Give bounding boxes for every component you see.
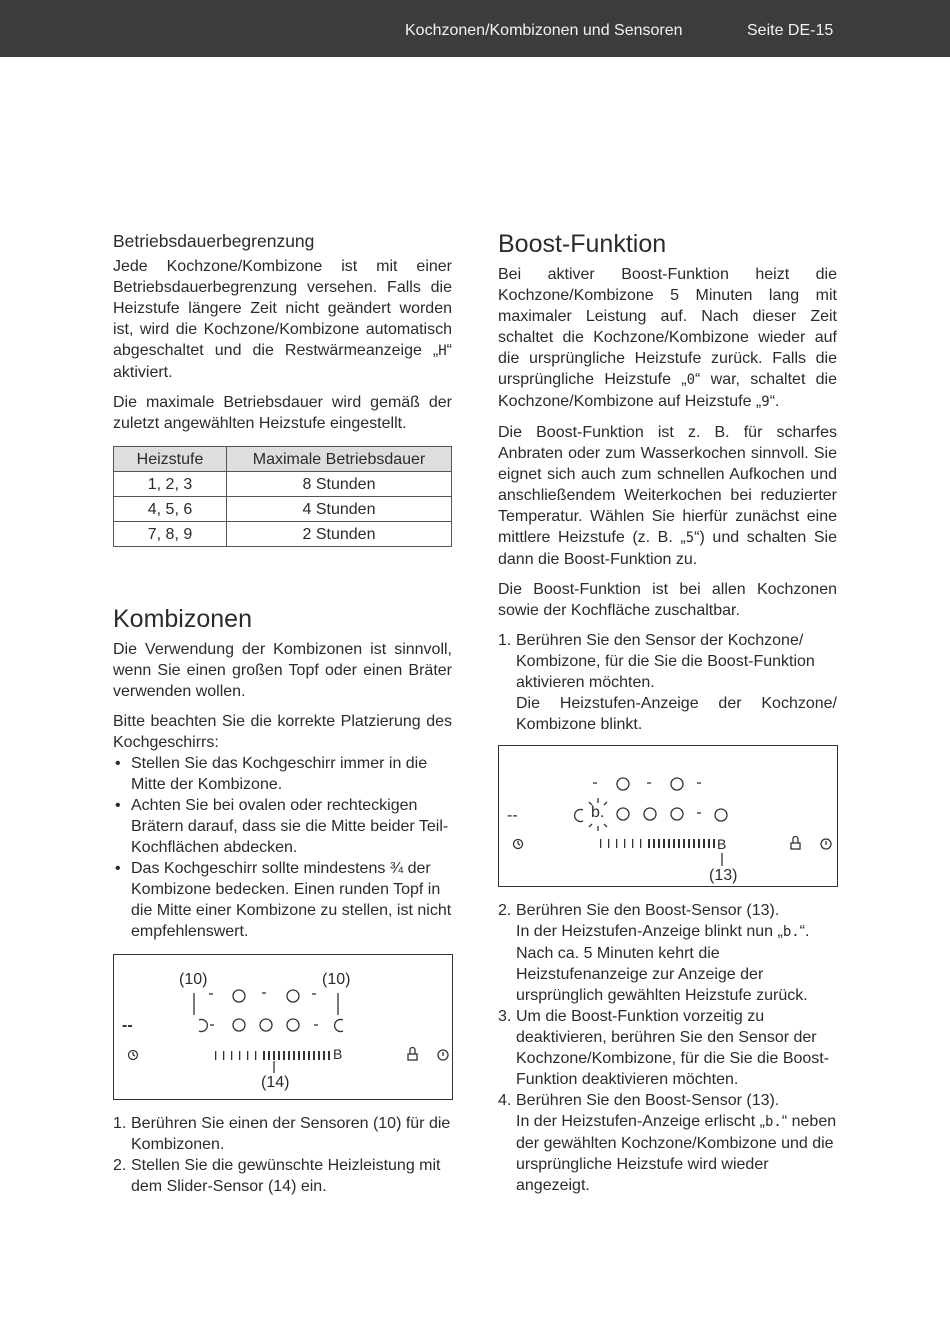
list-item <box>498 900 837 1006</box>
slider-tick <box>283 1051 285 1060</box>
step-number: 2. <box>498 902 512 919</box>
header-title: Kochzonen/Kombizonen und Sensoren <box>405 22 683 39</box>
table-row <box>114 472 452 497</box>
duration-table <box>113 446 452 547</box>
slider-tick <box>708 839 710 848</box>
slider-tick <box>658 839 660 848</box>
display-symbol: H <box>438 343 447 359</box>
table-cell: 1, 2, 3 <box>114 472 227 497</box>
step-result <box>516 921 837 1006</box>
paragraph <box>498 264 837 413</box>
slider-tick <box>323 1051 325 1060</box>
slider-tick <box>247 1051 248 1060</box>
slider-tick <box>653 839 655 848</box>
slider-tick <box>648 839 650 848</box>
callout-label-10-right: (10) <box>322 971 351 988</box>
table-row <box>114 522 452 547</box>
text: Jede Kochzone/Kombizone ist mit einer Betriebsdauerbegrenzung versehen. Falls die Heizstufe längere Zeit nicht geändert worden ist, wird die Kochzone/Kombizone automatisch abgeschaltet und die Restwärmeanzeige „ <box>113 258 452 359</box>
slider-tick <box>223 1051 224 1060</box>
paragraph: Die Boost-Funktion ist bei allen Kochzonen sowie der Kochfläche zuschaltbar. <box>498 581 837 619</box>
numbered-list <box>498 630 837 735</box>
list-item <box>113 1155 452 1197</box>
boost-display: b. <box>591 804 605 821</box>
table-cell: 4, 5, 6 <box>114 497 227 522</box>
display-symbol: 5 <box>685 530 695 546</box>
column-header: Heizstufe <box>114 447 227 472</box>
step-result: Die Heizstufen-Anzeige der Kochzone/ Kombizone blinkt. <box>516 695 837 733</box>
text: “) und schalten Sie dann die Boost-Funktion zu. <box>498 529 838 568</box>
step-text: Um die Boost-Funktion vorzeitig zu deaktivieren, berühren Sie den Sensor der Kochzone/Kombizone, für die Sie die Boost-Funktion deaktivieren möchten. <box>516 1008 830 1088</box>
display-symbol: b. <box>782 924 800 940</box>
paragraph: Die maximale Betriebsdauer wird gemäß der zuletzt angewählten Heizstufe eingestellt. <box>113 394 452 432</box>
step-text: Berühren Sie den Sensor der Kochzone/ Kombizone, für die Sie die Boost-Funktion aktivieren möchten. <box>516 632 815 691</box>
slider-tick <box>278 1051 280 1060</box>
display-symbol: b. <box>765 1114 782 1130</box>
display-symbol: 9 <box>761 394 770 410</box>
slider-tick <box>683 839 685 848</box>
boost-symbol: B <box>717 836 727 852</box>
section-heading-kombizonen: Kombizonen <box>113 605 252 633</box>
text: In der Heizstufen-Anzeige erlischt „ <box>516 1113 765 1130</box>
list-item <box>113 1113 452 1155</box>
numbered-list <box>113 1113 452 1197</box>
text: “ neben der gewählten Kochzone/Kombizone und die ursprüngliche Heizstufe wird wieder angezeigt. <box>516 1113 837 1194</box>
list-item: • Stellen Sie das Kochgeschirr immer in die Mitte der Kombizone. <box>113 753 452 795</box>
step-text: Berühren Sie einen der Sensoren (10) für die Kombizonen. <box>131 1115 451 1153</box>
paragraph <box>498 422 837 570</box>
step-text: Berühren Sie den Boost-Sensor (13). <box>516 902 780 919</box>
text: “ aktiviert. <box>113 342 452 381</box>
slider-tick <box>313 1051 315 1060</box>
slider-tick <box>600 839 601 848</box>
right-steps <box>498 900 837 1196</box>
slider-tick <box>328 1051 330 1060</box>
list-item <box>498 630 837 735</box>
slider-tick <box>318 1051 320 1060</box>
bullet-list <box>113 753 452 942</box>
slider-tick <box>288 1051 290 1060</box>
slider-tick <box>608 839 609 848</box>
text: “. Nach ca. 5 Minuten kehrt die Heizstufenanzeige zur Anzeige der ursprünglich gewählten Heizstufe zurück. <box>516 923 810 1004</box>
control-panel-diagram-kombi <box>113 954 453 1100</box>
list-item: • Das Kochgeschirr sollte mindestens ¾ der Kombizone bedecken. Einen runden Topf in die Mitte einer Kombizone zu stellen, ist nicht empfehlenswert. <box>113 858 452 942</box>
step-number: 1. <box>113 1115 127 1132</box>
step-number: 4. <box>498 1092 512 1109</box>
page-number: Seite DE-15 <box>747 22 834 39</box>
slider-tick <box>663 839 665 848</box>
step-number: 2. <box>113 1157 127 1174</box>
slider-tick <box>308 1051 310 1060</box>
slider-tick <box>263 1051 265 1060</box>
slider-tick <box>632 839 633 848</box>
callout-label-14: (14) <box>261 1074 290 1091</box>
paragraph <box>113 256 452 383</box>
slider-tick <box>231 1051 232 1060</box>
list-item: • Achten Sie bei ovalen oder rechteckigen Brätern darauf, dass sie die Mitte beider Teil-Kochflächen abdecken. <box>113 795 452 858</box>
section-heading-betriebsdauer: Betriebsdauerbegrenzung <box>113 231 315 251</box>
paragraph: Bitte beachten Sie die korrekte Platzierung des Kochgeschirrs: <box>113 713 452 751</box>
slider-tick <box>693 839 695 848</box>
slider-tick <box>268 1051 270 1060</box>
step-number: 3. <box>498 1008 512 1025</box>
slider-tick <box>688 839 690 848</box>
text: Bei aktiver Boost-Funktion heizt die Kochzone/Kombizone 5 Minuten lang mit maximaler Leistung auf. Nach dieser Zeit schaltet die Kochzone/Kombizone wieder auf die ursprüngliche Heizstufe zurück. Falls die ursprüngliche Heizstufe „ <box>498 266 837 388</box>
right-column <box>498 229 837 735</box>
slider-tick <box>678 839 680 848</box>
slider-tick <box>713 839 715 848</box>
slider-tick <box>624 839 625 848</box>
list-item <box>498 1090 837 1196</box>
table-cell: 7, 8, 9 <box>114 522 227 547</box>
control-panel-diagram-boost <box>498 745 838 887</box>
paragraph: Die Verwendung der Kombizonen ist sinnvoll, wenn Sie einen großen Topf oder einen Bräter verwenden wollen. <box>113 641 452 700</box>
text: “. <box>769 393 780 410</box>
slider-tick <box>255 1051 256 1060</box>
slider-tick <box>303 1051 305 1060</box>
text: “ war, schaltet die Kochzone/Kombizone auf Heizstufe „ <box>498 371 838 410</box>
table-row <box>114 497 452 522</box>
slider-tick <box>293 1051 295 1060</box>
page-header <box>0 0 950 57</box>
left-column <box>113 231 452 547</box>
table-cell: 4 Stunden <box>227 497 452 522</box>
boost-symbol: B <box>333 1046 343 1062</box>
dash-indicator: -- <box>122 1017 133 1034</box>
display-symbol: 0 <box>686 372 696 388</box>
list-item <box>498 1006 837 1090</box>
text: In der Heizstufen-Anzeige blinkt nun „ <box>516 923 783 940</box>
left-steps <box>113 1113 452 1197</box>
step-text: Berühren Sie den Boost-Sensor (13). <box>516 1092 780 1109</box>
step-text: Stellen Sie die gewünschte Heizleistung mit dem Slider-Sensor (14) ein. <box>131 1157 441 1195</box>
slider-tick <box>215 1051 216 1060</box>
table-cell: 8 Stunden <box>227 472 452 497</box>
slider-tick <box>616 839 617 848</box>
slider-tick <box>668 839 670 848</box>
slider-tick <box>703 839 705 848</box>
slider-tick <box>298 1051 300 1060</box>
callout-label-10-left: (10) <box>179 971 208 988</box>
slider-tick <box>239 1051 240 1060</box>
section-heading-boost: Boost-Funktion <box>498 230 667 258</box>
table-header-row <box>114 447 452 472</box>
numbered-list <box>498 900 837 1196</box>
dash-indicator: -- <box>507 807 518 824</box>
slider-tick <box>273 1051 275 1060</box>
cooktop-boost-illustration <box>499 746 837 886</box>
slider-tick <box>640 839 641 848</box>
step-result <box>516 1111 837 1196</box>
callout-label-13: (13) <box>709 867 738 884</box>
slider-tick <box>698 839 700 848</box>
step-number: 1. <box>498 632 512 649</box>
left-column-kombi <box>113 604 452 942</box>
column-header: Maximale Betriebsdauer <box>227 447 452 472</box>
text: Die Boost-Funktion ist z. B. für scharfes Anbraten oder zum Wasserkochen sinnvoll. Sie eignet sich auch zum schnellen Aufkochen und anschließendem Weiterkochen bei reduzierter Temperatur. Wählen Sie hierfür zunächst eine mittlere Heizstufe (z. B. „ <box>498 424 837 546</box>
table-cell: 2 Stunden <box>227 522 452 547</box>
slider-tick <box>673 839 675 848</box>
